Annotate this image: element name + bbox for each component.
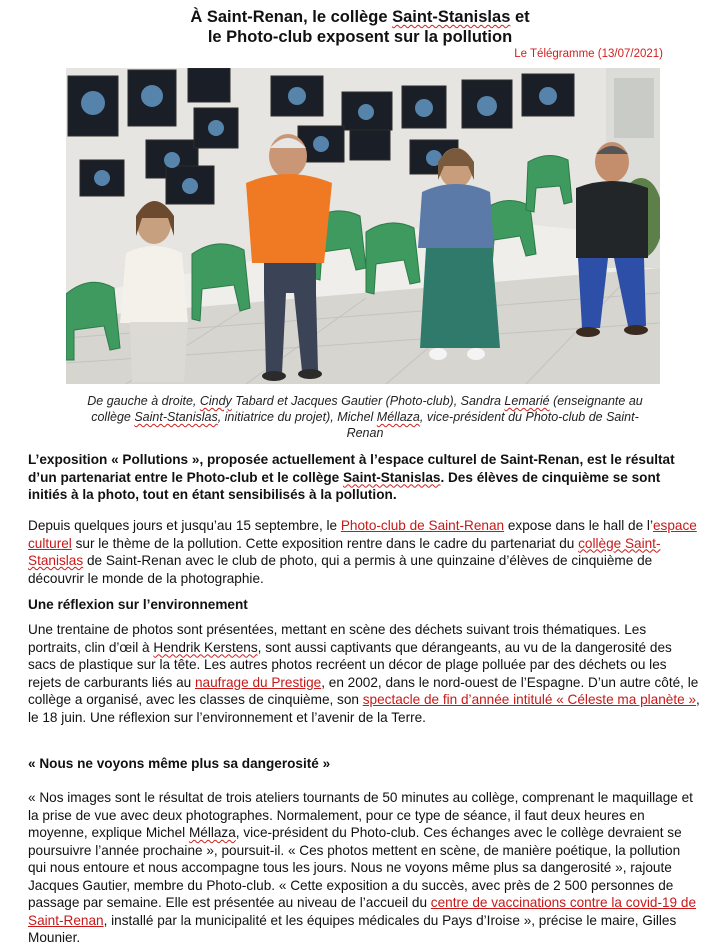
p3-text: , vice-président du Photo-club. Ces échanges avec le collège devraient se poursuivre l’année prochaine », poursuit-il. « Ces photos mettent en scène, de manière poétique, la pollution qui nous entoure et nous accompagne tous les jours. Nous ne voyons même plus sa dangerosité », rajoute Jacques Gautier, membre du Photo-club. « Cette exposition a du succès, avec près de 2 500 personnes de passage par semaine. Elle est présentée au niveau de l’accueil du [28, 825, 682, 910]
caption-name: Méllaza [376, 410, 420, 424]
source-attribution: Le Télégramme (13/07/2021) [514, 48, 663, 60]
article-photo [66, 68, 660, 384]
link-espace-culturel[interactable]: espace culturel [28, 518, 697, 551]
title-line-1 [0, 7, 720, 27]
p3-text: « Nos images sont le résultat de trois ateliers tournants de 50 minutes au collège, comprenant le maquillage et la prise de vue avec deux photographes. Normalement, pour ce type de séance, il faut deux heures en moyenne, explique Michel [28, 790, 693, 840]
p1-text: Depuis quelques jours et jusqu’au 15 septembre, le [28, 518, 341, 533]
link-spectacle[interactable]: spectacle de fin d’année intitulé « Céleste ma planète » [362, 692, 697, 707]
subheading-2: « Nous ne voyons même plus sa dangerosité » [28, 756, 331, 771]
title-spell-flag: Saint-Stanislas [392, 8, 511, 26]
caption-name: Saint-Stanislas [134, 410, 218, 424]
p3-name: Méllaza [188, 825, 236, 840]
article-title [0, 7, 720, 47]
p3-text: , installé par la municipalité et les équipes médicales du Pays d’Iroise », précise le maire, Gilles Mounier. [28, 912, 677, 945]
title-line-2: le Photo-club exposent sur la pollution [207, 28, 513, 46]
title-text: et [510, 8, 530, 26]
lead-paragraph [28, 451, 698, 504]
link-centre-vaccinations[interactable]: centre de vaccinations contre la covid-19 de Saint-Renan [28, 895, 697, 928]
caption-text: Tabard et Jacques Gautier (Photo-club), Sandra [231, 394, 505, 408]
p1-text: sur le thème de la pollution. Cette exposition rentre dans le cadre du partenariat du [71, 535, 579, 551]
caption-name: Cindy [199, 394, 232, 408]
photo-caption [80, 393, 650, 441]
link-photo-club[interactable]: Photo-club de Saint-Renan [340, 518, 505, 533]
p1-text: expose dans le hall de l’ [504, 518, 653, 533]
caption-text: (enseignante au collège [91, 394, 643, 424]
p2-text: , en 2002, dans le nord-ouest de l’Espagne. D’un autre côté, le collège a organisé, avec les classes de cinquième, son [28, 674, 699, 707]
caption-text: , initiatrice du projet), Michel [217, 410, 377, 424]
link-naufrage-prestige[interactable]: naufrage du Prestige [195, 674, 322, 690]
caption-name: Lemarié [504, 394, 550, 408]
subheading-1: Une réflexion sur l’environnement [28, 597, 248, 612]
lead-spell-flag: Saint-Stanislas [342, 469, 441, 485]
lead-text: . Des élèves de cinquième se sont initiés à la photo, tout en étant sensibilisés à la pollution. [28, 469, 661, 502]
paragraph-1 [28, 517, 700, 587]
paragraph-2 [28, 621, 700, 726]
photo-illustration [66, 68, 660, 384]
p2-name: Hendrik Kerstens [153, 639, 258, 655]
p1-text: de Saint-Renan avec le club de photo, qui a permis à une quinzaine d’élèves de cinquième de découvrir le monde de la photographie. [28, 553, 653, 586]
p2-text: Une trentaine de photos sont présentées, mettant en scène des déchets suivant trois thématiques. Les portraits, clin d’œil à [28, 622, 647, 655]
lead-text: L’exposition « Pollutions », proposée actuellement à l’espace culturel de Saint-Renan, est le résultat d’un partenariat entre le Photo-club et le collège [28, 452, 675, 485]
link-college[interactable]: collège Saint-Stanislas [28, 535, 661, 568]
caption-text: De gauche à droite, [87, 394, 200, 408]
title-text: À Saint-Renan, le collège [190, 8, 393, 26]
p2-text: , sont aussi captivants que dérangeants, au vu de la dangerosité des sacs de plastique sur la tête. Les autres photos recréent un décor de plage polluée par des déchets ou les rejets de carburants liés au [28, 639, 672, 690]
paragraph-3 [28, 789, 700, 947]
caption-text: , vice-président du Photo-club de Saint-Renan [346, 410, 639, 440]
p2-text: , le 18 juin. Une réflexion sur l’environnement et l’avenir de la Terre. [28, 692, 700, 725]
